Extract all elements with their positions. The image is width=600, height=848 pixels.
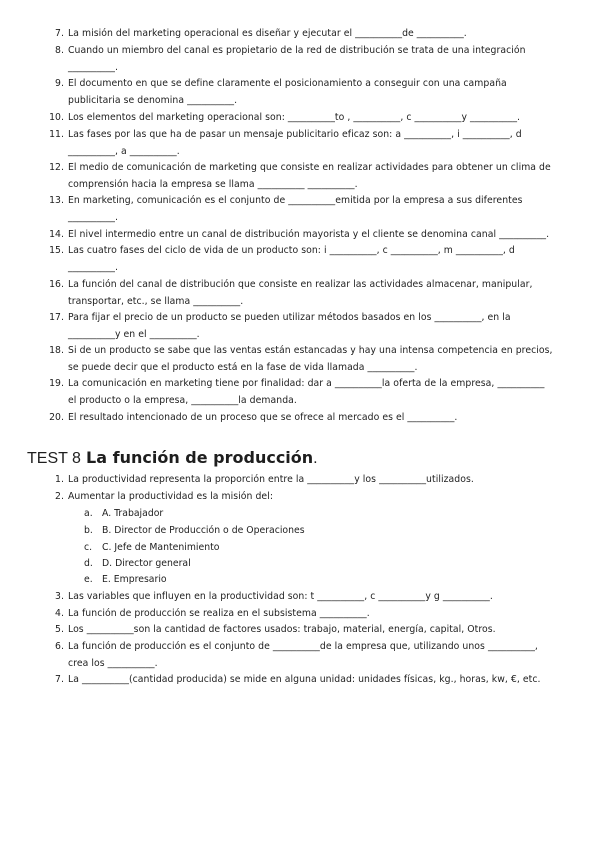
question-text: Las cuatro fases del ciclo de vida de un producto son: i __________, c __________, m __________, d xyxy=(68,245,515,256)
question-text-line2: transportar, etc., se llama __________. xyxy=(68,296,244,307)
question-number: 6. xyxy=(55,641,64,652)
question-text: La productividad representa la proporción entre la __________y los __________utilizados. xyxy=(68,474,474,485)
question-text: Aumentar la productividad es la misión del: xyxy=(68,491,273,502)
option-letter: e. xyxy=(84,574,93,585)
question-text-line2: comprensión hacia la empresa se llama __________ __________. xyxy=(68,179,358,190)
question-number: 17. xyxy=(49,312,64,323)
question-text: La comunicación en marketing tiene por finalidad: dar a __________la oferta de la empresa, __________ xyxy=(68,378,545,389)
test-number: TEST 8 xyxy=(27,450,81,467)
question-number: 5. xyxy=(55,624,64,635)
option-a[interactable] xyxy=(84,506,163,523)
question-number: 19. xyxy=(49,378,64,389)
option-text: C. Jefe de Mantenimiento xyxy=(102,542,220,553)
question-text-line2: se puede decir que el producto está en la fase de vida llamada __________. xyxy=(68,362,418,373)
option-text: D. Director general xyxy=(102,558,191,569)
option-letter: d. xyxy=(84,558,93,569)
question-text-line2: el producto o la empresa, __________la demanda. xyxy=(68,395,297,406)
option-text: A. Trabajador xyxy=(102,508,164,519)
test-title: La función de producción xyxy=(86,448,314,467)
question-text: El documento en que se define claramente el posicionamiento a conseguir con una campaña xyxy=(68,78,507,89)
option-letter: a. xyxy=(84,508,93,519)
question-text-line2: __________y en el __________. xyxy=(68,329,200,340)
question-text: En marketing, comunicación es el conjunto de __________emitida por la empresa a sus diferentes xyxy=(68,195,523,206)
question-number: 14. xyxy=(49,229,64,240)
question-text: La __________(cantidad producida) se mide en alguna unidad: unidades físicas, kg., horas, kw, €, etc. xyxy=(68,674,541,685)
question-number: 4. xyxy=(55,608,64,619)
option-e[interactable] xyxy=(84,572,167,589)
question-text: Los elementos del marketing operacional son: __________to , __________, c __________y __________. xyxy=(68,112,521,123)
question-number: 15. xyxy=(49,245,64,256)
question-number: 7. xyxy=(55,28,64,39)
question-text: Las variables que influyen en la productividad son: t __________, c __________y g __________. xyxy=(68,591,493,602)
question-text: Para fijar el precio de un producto se pueden utilizar métodos basados en los __________, en la xyxy=(68,312,511,323)
question-number: 1. xyxy=(55,474,64,485)
title-period: . xyxy=(313,450,318,467)
question-number: 8. xyxy=(55,45,64,56)
question-text: El resultado intencionado de un proceso que se ofrece al mercado es el __________. xyxy=(68,412,458,423)
question-text-line2: __________. xyxy=(68,212,118,223)
option-text: B. Director de Producción o de Operaciones xyxy=(102,525,305,536)
option-d[interactable] xyxy=(84,556,191,573)
question-number: 16. xyxy=(49,279,64,290)
option-b[interactable] xyxy=(84,523,305,540)
question-text: El nivel intermedio entre un canal de distribución mayorista y el cliente se denomina canal __________. xyxy=(68,229,550,240)
question-number: 11. xyxy=(49,129,64,140)
option-text: E. Empresario xyxy=(102,574,167,585)
question-number: 12. xyxy=(49,162,64,173)
question-number: 3. xyxy=(55,591,64,602)
option-c[interactable] xyxy=(84,540,219,557)
question-number: 9. xyxy=(55,78,64,89)
question-number: 10. xyxy=(49,112,64,123)
option-letter: b. xyxy=(84,525,93,536)
question-text: Cuando un miembro del canal es propietario de la red de distribución se trata de una integración xyxy=(68,45,526,56)
question-text-line2: __________. xyxy=(68,262,118,273)
question-text-line2: __________, a __________. xyxy=(68,146,180,157)
question-text: Si de un producto se sabe que las ventas están estancadas y hay una intensa competencia en precios, xyxy=(68,345,553,356)
question-text: La función de producción se realiza en el subsistema __________. xyxy=(68,608,370,619)
question-text: La función del canal de distribución que consiste en realizar las actividades almacenar, manipular, xyxy=(68,279,533,290)
question-number: 20. xyxy=(49,412,64,423)
question-text-line2: crea los __________. xyxy=(68,658,158,669)
question-number: 18. xyxy=(49,345,64,356)
question-number: 13. xyxy=(49,195,64,206)
question-text-line2: publicitaria se denomina __________. xyxy=(68,95,238,106)
question-text: El medio de comunicación de marketing que consiste en realizar actividades para obtener un clima de xyxy=(68,162,551,173)
option-letter: c. xyxy=(84,542,93,553)
question-text: Las fases por las que ha de pasar un mensaje publicitario eficaz son: a __________, i __________, d xyxy=(68,129,522,140)
section-title xyxy=(27,448,318,468)
question-text: La función de producción es el conjunto de __________de la empresa que, utilizando unos __________, xyxy=(68,641,538,652)
question-number: 7. xyxy=(55,674,64,685)
question-text: Los __________son la cantidad de factores usados: trabajo, material, energía, capital, Otros. xyxy=(68,624,496,635)
question-number: 2. xyxy=(55,491,64,502)
question-text: La misión del marketing operacional es diseñar y ejecutar el __________de __________. xyxy=(68,28,467,39)
question-text-line2: __________. xyxy=(68,62,118,73)
